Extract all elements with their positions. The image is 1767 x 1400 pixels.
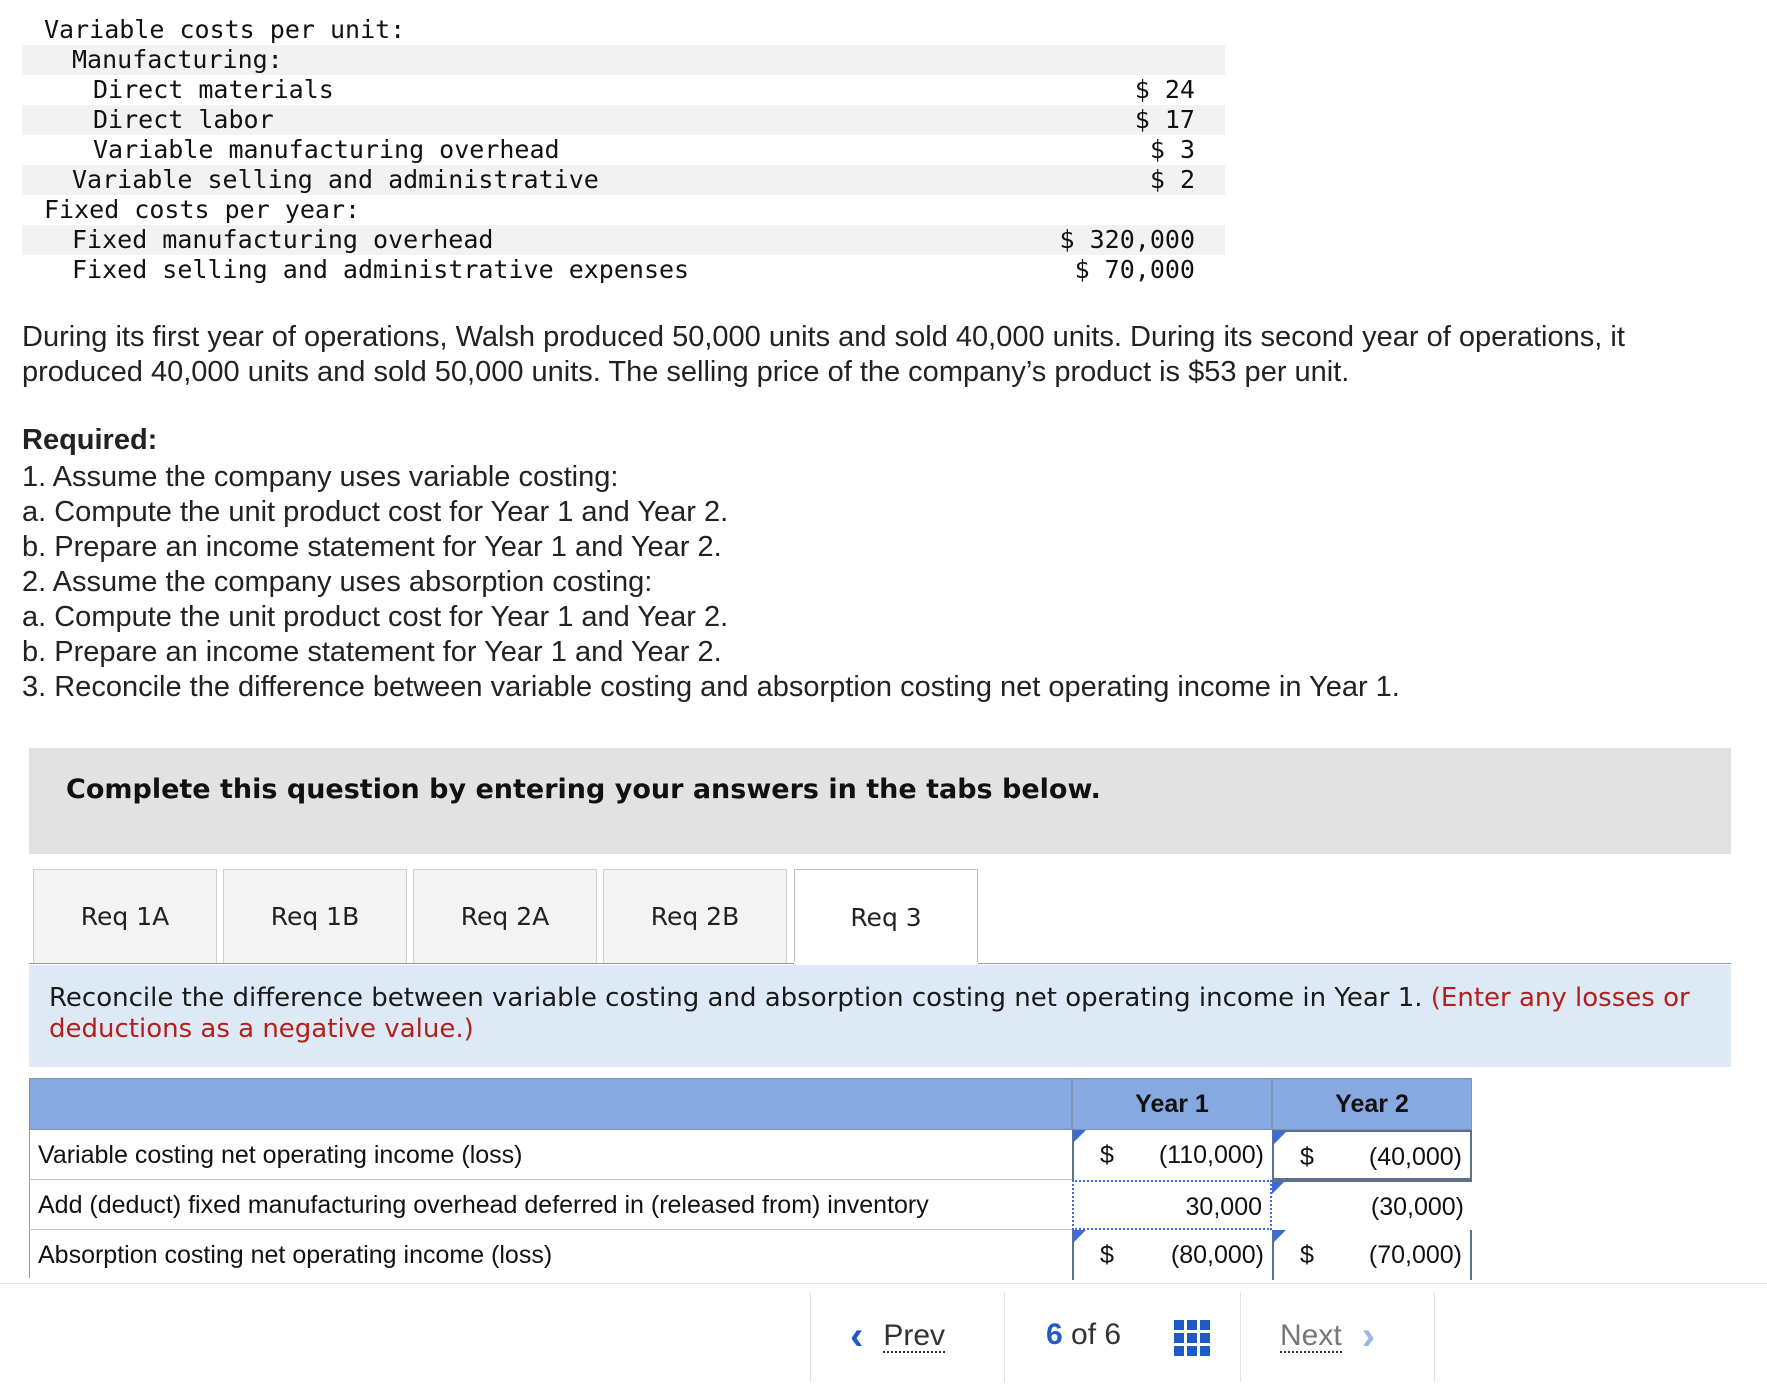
cell-value: (80,000) (1170, 1241, 1264, 1269)
year-1-header: Year 1 (1072, 1078, 1272, 1130)
required-title: Required: (22, 424, 158, 456)
currency-symbol: $ (1100, 1241, 1114, 1269)
table-row (29, 1130, 1072, 1180)
direct-materials-value: $ 24 (1134, 75, 1195, 104)
year-1-variable-income-cell[interactable] (1072, 1130, 1272, 1180)
chevron-right-icon: › (1361, 1314, 1376, 1358)
required-item: a. Compute the unit product cost for Year 1 and Year 2. (22, 496, 729, 528)
tab-req-1b[interactable]: Req 1B (223, 869, 407, 963)
row-label: Variable costing net operating income (loss) (38, 1141, 523, 1169)
flag-icon (1272, 1182, 1284, 1194)
year-2-header: Year 2 (1272, 1078, 1472, 1130)
year-1-fixed-overhead-cell[interactable] (1072, 1180, 1272, 1230)
pager-divider (0, 1283, 1767, 1284)
direct-labor-row (22, 105, 1225, 135)
prev-button[interactable] (850, 1314, 945, 1359)
question-prompt (29, 965, 1731, 1067)
instruction-text: Complete this question by entering your answers in the tabs below. (66, 774, 1101, 805)
cost-data-table (22, 15, 1225, 285)
fixed-sga-row (22, 255, 1225, 285)
variable-mfg-overhead-row (22, 135, 1225, 165)
flag-icon (1074, 1130, 1086, 1142)
tab-req-3[interactable]: Req 3 (794, 869, 978, 965)
fixed-mfg-overhead-row (22, 225, 1225, 255)
required-list (22, 460, 1400, 705)
prev-label: Prev (883, 1318, 946, 1352)
year-2-fixed-overhead-cell[interactable] (1272, 1180, 1472, 1230)
direct-materials-row (22, 75, 1225, 105)
variable-mfg-overhead-value: $ 3 (1149, 135, 1195, 164)
required-item: b. Prepare an income statement for Year 1 and Year 2. (22, 636, 722, 668)
required-item: a. Compute the unit product cost for Year 1 and Year 2. (22, 601, 729, 633)
narrative-line-2: produced 40,000 units and sold 50,000 units. The selling price of the company’s product is $53 per unit. (22, 356, 1350, 388)
required-item: 2. Assume the company uses absorption costing: (22, 566, 653, 598)
next-label: Next (1280, 1318, 1342, 1352)
variable-costs-header-row (22, 15, 1225, 45)
flag-icon (1074, 1230, 1086, 1242)
fixed-costs-header: Fixed costs per year: (44, 195, 361, 224)
fixed-mfg-overhead-label: Fixed manufacturing overhead (72, 225, 494, 254)
currency-symbol: $ (1300, 1241, 1314, 1269)
row-label: Add (deduct) fixed manufacturing overhead deferred in (released from) inventory (38, 1191, 929, 1219)
fixed-sga-value: $ 70,000 (1074, 255, 1195, 284)
direct-labor-value: $ 17 (1134, 105, 1195, 134)
variable-sga-label: Variable selling and administrative (72, 165, 599, 194)
narrative-line-1: During its first year of operations, Walsh produced 50,000 units and sold 40,000 units. During its second year of operations, it (22, 321, 1625, 353)
fixed-sga-label: Fixed selling and administrative expenses (72, 255, 690, 284)
pager-separator (1240, 1292, 1241, 1382)
table-row (29, 1230, 1072, 1280)
prompt-note: (Enter any losses or deductions as a negative value.) (49, 983, 1690, 1044)
required-item: 1. Assume the company uses variable costing: (22, 461, 619, 493)
year-1-absorption-income-cell[interactable] (1072, 1230, 1272, 1280)
direct-materials-label: Direct materials (93, 75, 334, 104)
tab-req-2b[interactable]: Req 2B (603, 869, 787, 963)
grid-view-icon[interactable] (1174, 1320, 1210, 1356)
pager-separator (810, 1292, 811, 1382)
flag-icon (1274, 1132, 1286, 1144)
instruction-banner (29, 748, 1731, 854)
table-row (29, 1180, 1072, 1230)
cell-value: (70,000) (1368, 1241, 1462, 1269)
fixed-mfg-overhead-value: $ 320,000 (1059, 225, 1195, 254)
prompt-text (49, 983, 1709, 1045)
currency-symbol: $ (1300, 1143, 1314, 1171)
variable-sga-row (22, 165, 1225, 195)
page-of: of (1071, 1318, 1097, 1351)
fixed-costs-header-row (22, 195, 1225, 225)
year-2-absorption-income-cell[interactable] (1272, 1230, 1472, 1280)
next-button[interactable] (1280, 1314, 1375, 1359)
pager-separator (1004, 1292, 1005, 1382)
row-label: Absorption costing net operating income (loss) (38, 1241, 553, 1269)
prompt-instruction: Reconcile the difference between variable costing and absorption costing net operating income in Year 1. (49, 983, 1423, 1013)
total-pages: 6 (1104, 1318, 1122, 1351)
variable-sga-value: $ 2 (1149, 165, 1195, 194)
cell-value: 30,000 (1185, 1193, 1262, 1221)
cell-value: (40,000) (1368, 1143, 1462, 1171)
required-item: 3. Reconcile the difference between variable costing and absorption costing net operating income in Year 1. (22, 671, 1400, 703)
direct-labor-label: Direct labor (93, 105, 274, 134)
manufacturing-header: Manufacturing: (72, 45, 283, 74)
required-item: b. Prepare an income statement for Year 1 and Year 2. (22, 531, 722, 563)
tab-req-2a[interactable]: Req 2A (413, 869, 597, 963)
variable-mfg-overhead-label: Variable manufacturing overhead (93, 135, 560, 164)
tab-req-1a[interactable]: Req 1A (33, 869, 217, 963)
variable-costs-header: Variable costs per unit: (44, 15, 406, 44)
chevron-left-icon: ‹ (850, 1314, 864, 1358)
year-2-variable-income-cell[interactable] (1272, 1130, 1472, 1180)
flag-icon (1274, 1230, 1286, 1242)
grid-header-label-cell (29, 1078, 1072, 1130)
current-page: 6 (1046, 1318, 1063, 1351)
cell-value: (110,000) (1158, 1141, 1264, 1169)
page-counter (1046, 1318, 1121, 1352)
cell-value: (30,000) (1370, 1193, 1464, 1221)
manufacturing-header-row (22, 45, 1225, 75)
pager-separator (1434, 1292, 1435, 1382)
currency-symbol: $ (1100, 1141, 1114, 1169)
